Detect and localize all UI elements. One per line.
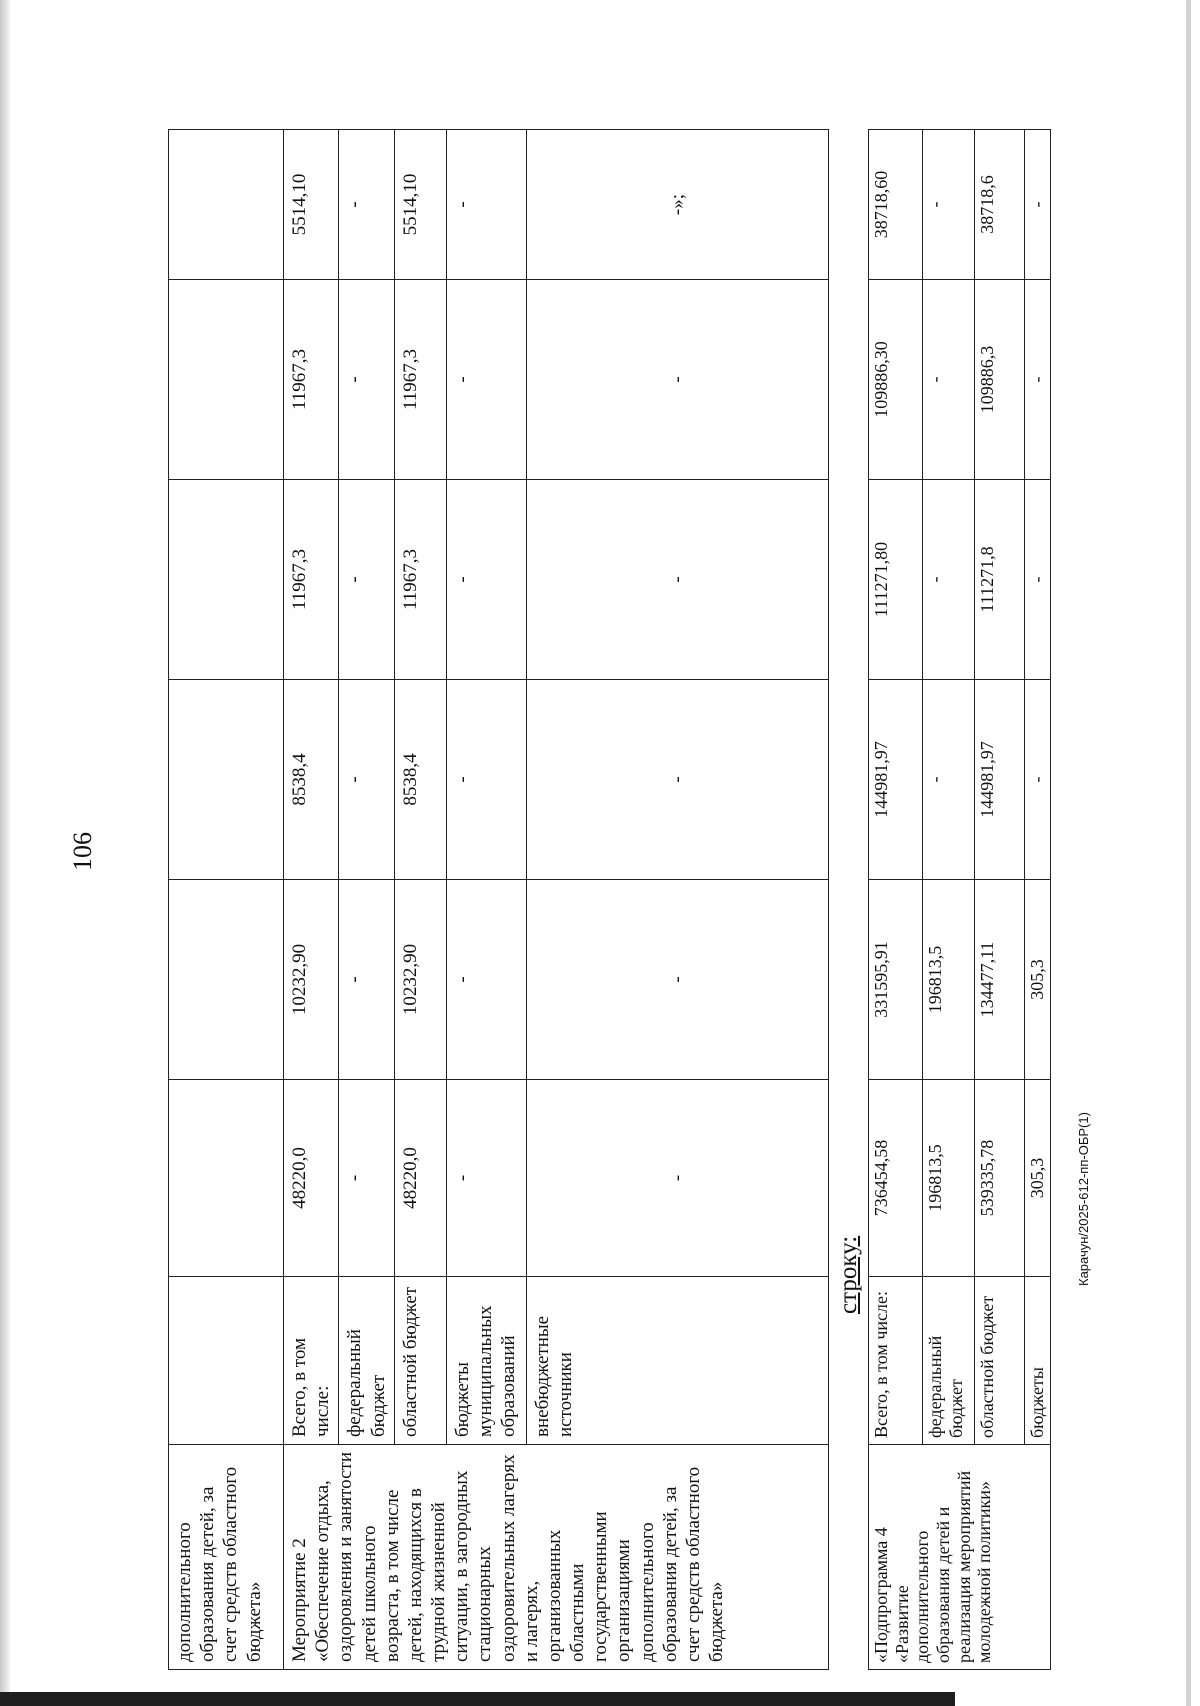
table-cell	[169, 280, 284, 480]
value-cell: -	[446, 680, 526, 880]
table-row	[169, 130, 284, 1670]
value-cell: -	[339, 680, 394, 880]
value-cell: -»;	[526, 130, 828, 280]
table-row	[394, 130, 446, 1670]
value-cell: -	[526, 880, 828, 1080]
value-cell: 109886,3	[975, 280, 1025, 480]
value-cell: 10232,90	[394, 880, 446, 1080]
section-label: строку:	[835, 1235, 862, 1314]
funding-source: федеральный бюджет	[923, 1277, 975, 1445]
value-cell: 10232,90	[284, 880, 339, 1080]
value-cell: 5514,10	[394, 130, 446, 280]
value-cell: 11967,3	[284, 480, 339, 680]
table-cell	[169, 880, 284, 1080]
value-cell: 109886,30	[869, 280, 923, 480]
value-cell: 38718,6	[975, 130, 1025, 280]
value-cell: -	[446, 130, 526, 280]
value-cell: -	[526, 680, 828, 880]
table-cell	[169, 480, 284, 680]
funding-source: внебюджетные источники	[526, 1277, 828, 1445]
funding-source: бюджеты	[1025, 1277, 1051, 1445]
value-cell: 8538,4	[284, 680, 339, 880]
continuation-label: дополнительного образования детей, за счет средств областного бюджета»	[169, 1445, 284, 1670]
value-cell: -	[1025, 480, 1051, 680]
table-row	[869, 130, 923, 1670]
value-cell: -	[446, 1080, 526, 1277]
event-label: Мероприятие 2 «Обеспечение отдыха, оздоровления и занятости детей школьного возраста, в том числе детей, находящихся в трудной жизненной ситуации, в загородных стационарных оздоровительных лагерях и лагерях, организованных областными государственными организациями дополнительного образования детей, за счет средств областного бюджета»	[284, 1445, 829, 1670]
funding-source: областной бюджет	[975, 1277, 1025, 1445]
value-cell: -	[339, 480, 394, 680]
value-cell: 144981,97	[975, 680, 1025, 880]
value-cell: -	[446, 880, 526, 1080]
funding-table-top	[168, 129, 829, 1670]
table-row	[526, 130, 828, 1670]
value-cell: -	[339, 280, 394, 480]
value-cell: -	[526, 1080, 828, 1277]
value-cell: -	[446, 280, 526, 480]
program-label: «Подпрограмма 4 «Развитие дополнительного образования детей и реализация мероприятий молодежной политики»	[869, 1445, 1051, 1670]
funding-source: Всего, в том числе:	[284, 1277, 339, 1445]
value-cell: -	[526, 480, 828, 680]
value-cell: -	[1025, 130, 1051, 280]
value-cell: 11967,3	[394, 480, 446, 680]
value-cell: -	[1025, 280, 1051, 480]
funding-source: федеральный бюджет	[339, 1277, 394, 1445]
value-cell: -	[1025, 680, 1051, 880]
value-cell: -	[923, 480, 975, 680]
funding-table-bottom	[868, 129, 1051, 1670]
table-row	[923, 130, 975, 1670]
value-cell: 539335,78	[975, 1080, 1025, 1277]
value-cell: -	[923, 680, 975, 880]
value-cell: 8538,4	[394, 680, 446, 880]
value-cell: -	[339, 1080, 394, 1277]
value-cell: 48220,0	[394, 1080, 446, 1277]
value-cell: 111271,80	[869, 480, 923, 680]
table-cell	[169, 1080, 284, 1277]
funding-source: бюджеты муниципальных образований	[446, 1277, 526, 1445]
value-cell: 38718,60	[869, 130, 923, 280]
value-cell: 331595,91	[869, 880, 923, 1080]
value-cell: 11967,3	[284, 280, 339, 480]
funding-source: областной бюджет	[394, 1277, 446, 1445]
funding-source: Всего, в том числе:	[869, 1277, 923, 1445]
value-cell: -	[923, 280, 975, 480]
value-cell: -	[446, 480, 526, 680]
table-cell	[169, 680, 284, 880]
value-cell: 48220,0	[284, 1080, 339, 1277]
table-row	[1025, 130, 1051, 1670]
value-cell: -	[339, 130, 394, 280]
table-row	[339, 130, 394, 1670]
value-cell: 5514,10	[284, 130, 339, 280]
page-number: 106	[68, 832, 97, 871]
value-cell: 196813,5	[923, 1080, 975, 1277]
value-cell: 144981,97	[869, 680, 923, 880]
value-cell: 305,3	[1025, 880, 1051, 1080]
value-cell: -	[923, 130, 975, 280]
value-cell: 736454,58	[869, 1080, 923, 1277]
value-cell: 196813,5	[923, 880, 975, 1080]
value-cell: -	[526, 280, 828, 480]
value-cell: 134477,11	[975, 880, 1025, 1080]
table-row	[284, 130, 339, 1670]
value-cell: 305,3	[1025, 1080, 1051, 1277]
value-cell: 111271,8	[975, 480, 1025, 680]
table-cell	[169, 130, 284, 280]
table-cell	[169, 1277, 284, 1445]
table-row	[975, 130, 1025, 1670]
value-cell: 11967,3	[394, 280, 446, 480]
value-cell: -	[339, 880, 394, 1080]
table-row	[446, 130, 526, 1670]
document-code: Карачун/2025-612-пп-ОБР(1)	[1076, 1112, 1091, 1286]
